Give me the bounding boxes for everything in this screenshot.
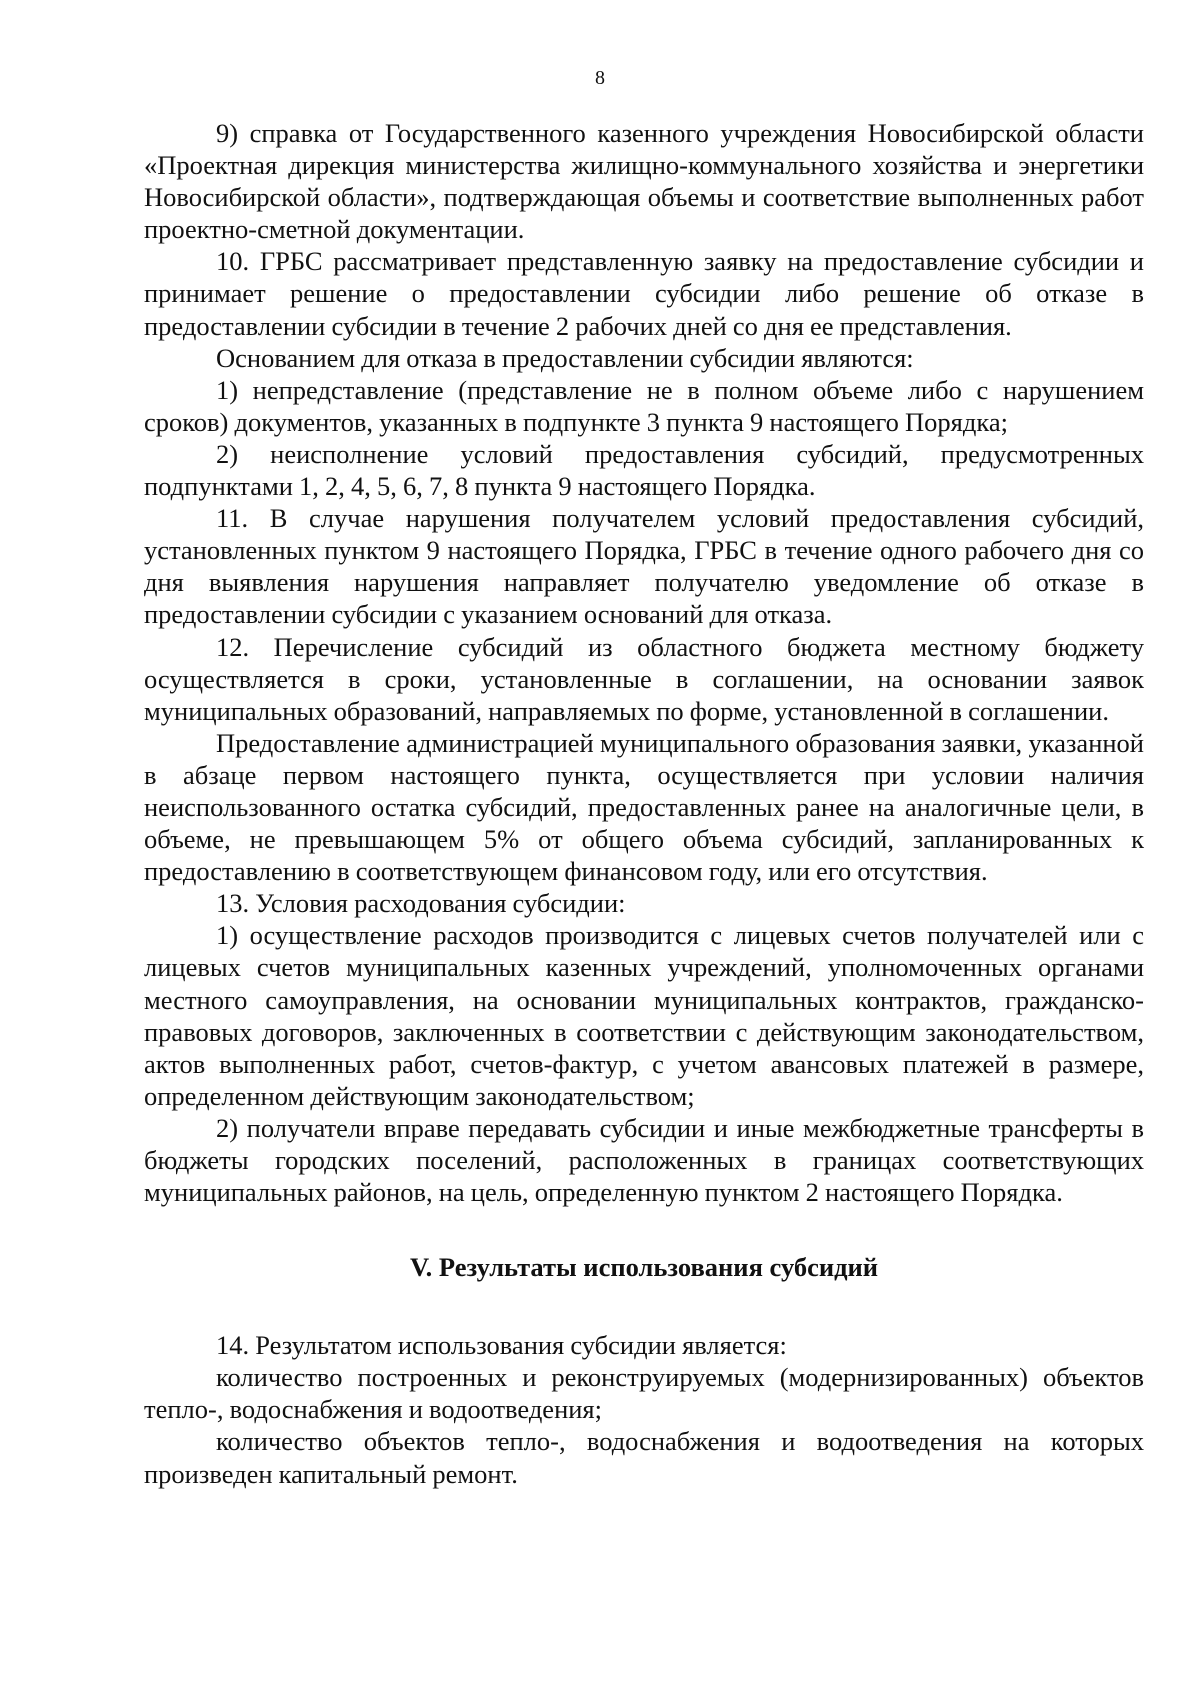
document-body (144, 117, 1144, 1490)
paragraph-clause-13-item-1: 1) осуществление расходов производится с лицевых счетов получателей или с лицевых счетов муниципальных казенных учреждений, уполномоченных органами местного самоуправления, на основании муниципальных контрактов, гражданско-правовых договоров, заключенных в соответствии с действующим законодательством, актов выполненных работ, счетов-фактур, с учетом авансовых платежей в размере, определенном действующим законодательством; (144, 920, 1144, 1111)
paragraph-result-indicator-1: количество построенных и реконструируемых (модернизированных) объектов тепло-, водоснабжения и водоотведения; (144, 1362, 1144, 1425)
paragraph-clause-13: 13. Условия расходования субсидии: (216, 888, 626, 919)
section-heading: V. Результаты использования субсидий (409, 1252, 879, 1283)
paragraph-refusal-ground-2: 2) неисполнение условий предоставления субсидий, предусмотренных подпунктами 1, 2, 4, 5, 6, 7, 8 пункта 9 настоящего Порядка. (144, 438, 1144, 502)
paragraph-refusal-grounds-intro: Основанием для отказа в предоставлении субсидии являются: (216, 342, 914, 373)
paragraph-refusal-ground-1: 1) непредставление (представление не в полном объеме либо с нарушением сроков) документов, указанных в подпункте 3 пункта 9 настоящего Порядка; (144, 374, 1144, 437)
paragraph-clause-13-item-2: 2) получатели вправе передавать субсидии и иные межбюджетные трансферты в бюджеты городских поселений, расположенных в границах соответствующих муниципальных районов, на цель, определенную пунктом 2 настоящего Порядка. (144, 1112, 1144, 1208)
paragraph-clause-12: 12. Перечисление субсидий из областного бюджета местному бюджету осуществляется в сроки, установленные в соглашении, на основании заявок муниципальных образований, направляемых по форме, установленной в соглашении. (144, 631, 1144, 726)
paragraph-result-indicator-2: количество объектов тепло-, водоснабжения и водоотведения на которых произведен капитальный ремонт. (144, 1426, 1144, 1489)
paragraph-clause-11: 11. В случае нарушения получателем условий предоставления субсидий, установленных пунктом 9 настоящего Порядка, ГРБС в течение одного рабочего дня со дня выявления нарушения направляет получателю уведомление об отказе в предоставлении субсидии с указанием оснований для отказа. (144, 503, 1144, 630)
page-number: 8 (595, 67, 605, 89)
paragraph-item-9-certificate: 9) справка от Государственного казенного учреждения Новосибирской области «Проектная дирекция министерства жилищно-коммунального хозяйства и энергетики Новосибирской области», подтверждающая объемы и соответствие выполненных работ проектно-сметной документации. (144, 118, 1144, 245)
paragraph-clause-10: 10. ГРБС рассматривает представленную заявку на предоставление субсидии и принимает решение о предоставлении субсидии либо решение об отказе в предоставлении субсидии в течение 2 рабочих дней со дня ее представления. (144, 246, 1144, 341)
paragraph-clause-14: 14. Результатом использования субсидии является: (216, 1330, 787, 1361)
paragraph-clause-12-application: Предоставление администрацией муниципального образования заявки, указанной в абзаце первом настоящего пункта, осуществляется при условии наличия неиспользованного остатка субсидий, предоставленных ранее на аналогичные цели, в объеме, не превышающем 5% от общего объема субсидий, запланированных к предоставлению в соответствующем финансовом году, или его отсутствия. (144, 727, 1144, 887)
